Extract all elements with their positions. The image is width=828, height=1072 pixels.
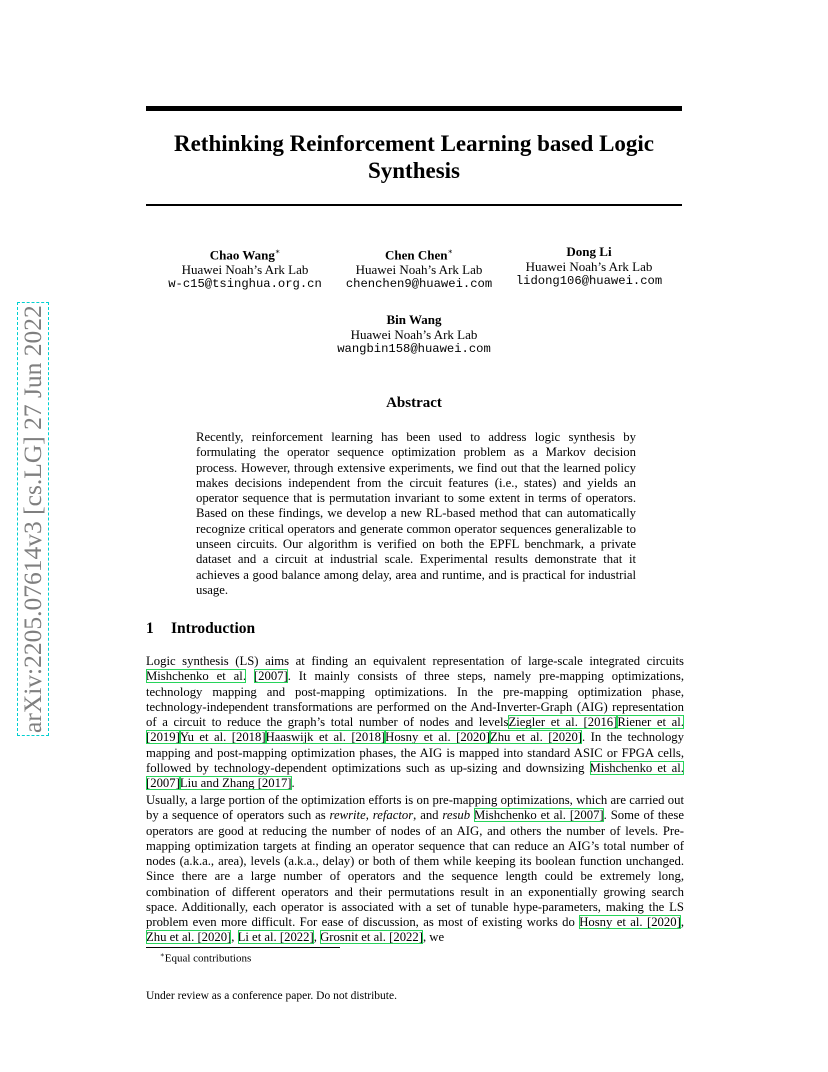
section-heading xyxy=(146,620,255,638)
author-email: w-c15@tsinghua.org.cn xyxy=(168,277,322,292)
arxiv-identifier-stamp: arXiv:2205.07614v3 [cs.LG] 27 Jun 2022 xyxy=(17,302,49,736)
author-affiliation: Huawei Noah’s Ark Lab xyxy=(355,262,483,278)
paper-title: Rethinking Reinforcement Learning based Logic Synthesis xyxy=(173,131,655,183)
section-number: 1 xyxy=(146,620,154,637)
citation-link[interactable]: Haaswijk et al. [2018] xyxy=(265,730,386,745)
author-affiliation: Huawei Noah’s Ark Lab xyxy=(181,262,309,278)
author-email: wangbin158@huawei.com xyxy=(337,342,491,356)
author-name: Chao Wang∗ xyxy=(209,247,281,263)
intro-paragraph-1: Logic synthesis (LS) aims at finding an equivalent representation of large-scale integrated circuits Mishchenko et al. [2007]. It mainly consists of three steps, namely pre-mapping optimizations, technology mapping and post-mapping optimizations. In the pre-mapping optimization phase, technology-independent transformations are performed on the And-Inverter-Graph (AIG) representation of a circuit to reduce the graph’s total number of nodes and levelsZiegler et al. [2016]Riener et al. [2019]Yu et al. [2018]Haaswijk et al. [2018]Hosny et al. [2020]Zhu et al. [2020]. In the technology mapping and post-mapping optimization phases, the AIG is mapped into standard ASIC or FPGA cells, followed by technology-dependent optimizations such as up-sizing and downsizing Mishchenko et al. [2007]Liu and Zhang [2017]. xyxy=(146,654,684,790)
citation-link[interactable]: Zhu et al. [2020] xyxy=(146,930,232,945)
citation-link[interactable]: Grosnit et al. [2022] xyxy=(320,930,423,945)
citation-link[interactable]: Hosny et al. [2020] xyxy=(579,915,681,929)
citation-link[interactable]: Mishchenko et al. [2007] xyxy=(146,760,684,790)
citation-link[interactable]: Riener et al. [2019] xyxy=(146,715,684,745)
title-top-rule xyxy=(146,106,682,111)
abstract-heading: Abstract xyxy=(386,395,442,411)
abstract-text: Recently, reinforcement learning has been used to address logic synthesis by formulating the operator sequence optimization problem as a Markov decision process. However, through extensive experiments, we find out that the learned policy makes decisions independent from the circuit features (i.e., states) and yields an operator sequence that is permutation invariant to some extent in terms of operators. Based on these findings, we develop a new RL-based method that can automatically recognize critical operators and generate common operator sequences generalizable to unseen circuits. Our algorithm is verified on both the EPFL benchmark, a private dataset and a circuit at industrial scale. Experimental results demonstrate that it achieves a good balance among delay, area and runtime, and is practical for industrial usage. xyxy=(196,430,636,597)
citation-link[interactable]: Liu and Zhang [2017] xyxy=(179,776,292,790)
citation-link[interactable]: Li et al. [2022] xyxy=(237,930,314,945)
citation-link[interactable]: Zhu et al. [2020] xyxy=(489,730,583,745)
author-affiliation: Huawei Noah’s Ark Lab xyxy=(350,327,478,342)
footnote-rule xyxy=(146,947,340,948)
citation-link[interactable]: Yu et al. [2018] xyxy=(179,730,266,745)
citation-link[interactable]: Mishchenko et al. [2007] xyxy=(474,808,604,823)
author-email: lidong106@huawei.com xyxy=(515,274,663,288)
footnote: ∗Equal contributions xyxy=(160,951,252,965)
intro-paragraph-2: Usually, a large portion of the optimization efforts is on pre-mapping optimizations, which are carried out by a sequence of operators such as rewrite, refactor, and resub Mishchenko et al. [2007]. Some of these operators are good at reducing the number of nodes of an AIG, and others the number of levels. Pre-mapping optimization targets at finding an operator sequence that can reduce an AIG’s total number of nodes (a.k.a., area), levels (a.k.a., delay) or both of them while keeping its boolean function unchanged. Since there are a large number of operators and the sequence length could be extremely long, combination of different operators and their permutations result in an exponentially growing search space. Additionally, each operator is associated with a set of tunable hype-parameters, making the LS problem even more difficult. For ease of discussion, as most of existing works do Hosny et al. [2020], Zhu et al. [2020], Li et al. [2022], Grosnit et al. [2022], we xyxy=(146,793,684,945)
author-block xyxy=(334,244,504,292)
author-name: Chen Chen∗ xyxy=(385,247,453,263)
page-footer-notice: Under review as a conference paper. Do not distribute. xyxy=(146,990,397,1002)
section-title: Introduction xyxy=(171,620,256,637)
citation-link[interactable]: Hosny et al. [2020] xyxy=(385,730,490,745)
citation-link[interactable]: [2007] xyxy=(253,669,288,684)
author-name: Dong Li xyxy=(566,244,612,259)
author-block xyxy=(329,312,499,357)
title-bottom-rule xyxy=(146,204,682,206)
citation-link[interactable]: Mishchenko et al. xyxy=(146,669,246,684)
author-name: Bin Wang xyxy=(386,312,442,327)
citation-link[interactable]: Ziegler et al. [2016] xyxy=(508,715,618,729)
author-affiliation: Huawei Noah’s Ark Lab xyxy=(525,259,653,274)
author-email: chenchen9@huawei.com xyxy=(345,277,493,292)
author-block xyxy=(506,244,672,289)
author-block xyxy=(160,244,330,292)
